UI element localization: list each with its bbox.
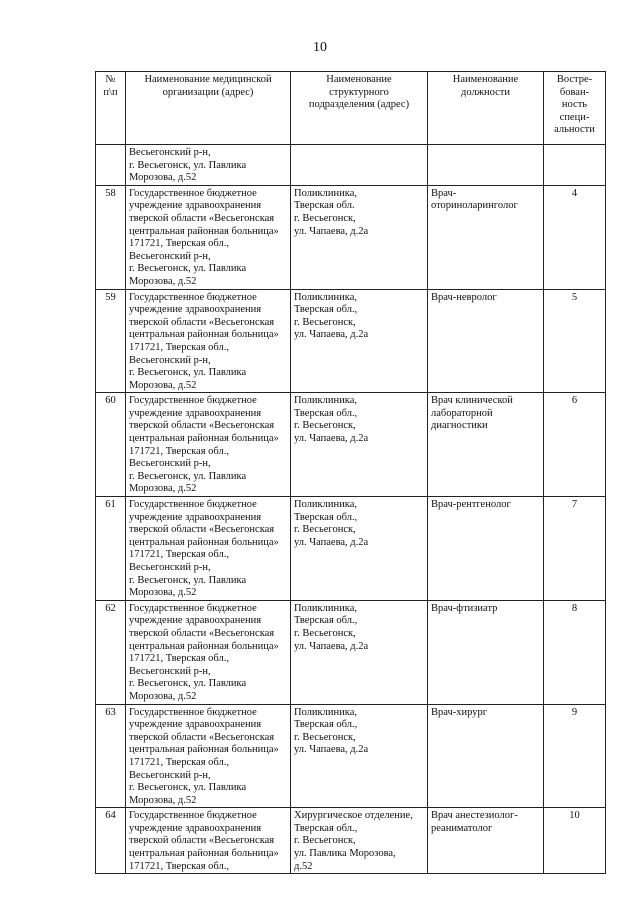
table-row bbox=[96, 393, 606, 497]
organization-cell: Государственное бюджетное учреждение здравоохранения тверской области «Весьегонская центральная районная больница» 171721, Тверская обл., Весьегонский р-н, г. Весьегонск, ул. Павлика Морозова, д.52 bbox=[126, 600, 291, 704]
row-number: 62 bbox=[96, 600, 126, 704]
row-number: 59 bbox=[96, 289, 126, 393]
demand-cell: 7 bbox=[544, 497, 606, 601]
row-number: 58 bbox=[96, 185, 126, 289]
header-position: Наименование должности bbox=[428, 72, 544, 145]
table-row bbox=[96, 145, 606, 186]
row-number: 60 bbox=[96, 393, 126, 497]
position-cell: Врач- оториноларинголог bbox=[428, 185, 544, 289]
department-cell: Поликлиника, Тверская обл. г. Весьегонск, ул. Чапаева, д.2а bbox=[291, 185, 428, 289]
department-cell: Поликлиника, Тверская обл., г. Весьегонск, ул. Чапаева, д.2а bbox=[291, 393, 428, 497]
table-row bbox=[96, 185, 606, 289]
table-row bbox=[96, 600, 606, 704]
table-row bbox=[96, 289, 606, 393]
demand-cell: 8 bbox=[544, 600, 606, 704]
position-cell: Врач-фтизиатр bbox=[428, 600, 544, 704]
row-number: 61 bbox=[96, 497, 126, 601]
header-num: № п\п bbox=[96, 72, 126, 145]
demand-cell: 4 bbox=[544, 185, 606, 289]
department-cell: Хирургическое отделение, Тверская обл., г. Весьегонск, ул. Павлика Морозова, д.52 bbox=[291, 808, 428, 874]
organization-cell: Государственное бюджетное учреждение здравоохранения тверской области «Весьегонская центральная районная больница» 171721, Тверская обл., Весьегонский р-н, г. Весьегонск, ул. Павлика Морозова, д.52 bbox=[126, 393, 291, 497]
position-cell bbox=[428, 145, 544, 186]
department-cell: Поликлиника, Тверская обл., г. Весьегонск, ул. Чапаева, д.2а bbox=[291, 497, 428, 601]
organization-cell: Государственное бюджетное учреждение здравоохранения тверской области «Весьегонская центральная районная больница» 171721, Тверская обл., bbox=[126, 808, 291, 874]
demand-cell: 9 bbox=[544, 704, 606, 808]
table-row bbox=[96, 808, 606, 874]
table-row bbox=[96, 704, 606, 808]
position-cell: Врач-рентгенолог bbox=[428, 497, 544, 601]
row-number: 63 bbox=[96, 704, 126, 808]
row-number bbox=[96, 145, 126, 186]
table-row bbox=[96, 497, 606, 601]
position-cell: Врач-хирург bbox=[428, 704, 544, 808]
organization-cell: Государственное бюджетное учреждение здравоохранения тверской области «Весьегонская центральная районная больница» 171721, Тверская обл., Весьегонский р-н, г. Весьегонск, ул. Павлика Морозова, д.52 bbox=[126, 704, 291, 808]
demand-cell: 5 bbox=[544, 289, 606, 393]
header-organization: Наименование медицинской организации (адрес) bbox=[126, 72, 291, 145]
row-number: 64 bbox=[96, 808, 126, 874]
department-cell: Поликлиника, Тверская обл., г. Весьегонск, ул. Чапаева, д.2а bbox=[291, 600, 428, 704]
position-cell: Врач клинической лабораторной диагностики bbox=[428, 393, 544, 497]
table-header-row bbox=[96, 72, 606, 145]
department-cell bbox=[291, 145, 428, 186]
demand-cell: 10 bbox=[544, 808, 606, 874]
organization-cell: Весьегонский р-н, г. Весьегонск, ул. Павлика Морозова, д.52 bbox=[126, 145, 291, 186]
organization-cell: Государственное бюджетное учреждение здравоохранения тверской области «Весьегонская центральная районная больница» 171721, Тверская обл., Весьегонский р-н, г. Весьегонск, ул. Павлика Морозова, д.52 bbox=[126, 185, 291, 289]
page-number: 10 bbox=[313, 40, 327, 55]
header-demand: Востре- бован- ность специ- альности bbox=[544, 72, 606, 145]
header-department: Наименование структурного подразделения (адрес) bbox=[291, 72, 428, 145]
organization-cell: Государственное бюджетное учреждение здравоохранения тверской области «Весьегонская центральная районная больница» 171721, Тверская обл., Весьегонский р-н, г. Весьегонск, ул. Павлика Морозова, д.52 bbox=[126, 289, 291, 393]
organization-cell: Государственное бюджетное учреждение здравоохранения тверской области «Весьегонская центральная районная больница» 171721, Тверская обл., Весьегонский р-н, г. Весьегонск, ул. Павлика Морозова, д.52 bbox=[126, 497, 291, 601]
position-cell: Врач-невролог bbox=[428, 289, 544, 393]
department-cell: Поликлиника, Тверская обл., г. Весьегонск, ул. Чапаева, д.2а bbox=[291, 289, 428, 393]
demand-cell bbox=[544, 145, 606, 186]
vacancy-table bbox=[95, 71, 606, 874]
demand-cell: 6 bbox=[544, 393, 606, 497]
position-cell: Врач анестезиолог- реаниматолог bbox=[428, 808, 544, 874]
department-cell: Поликлиника, Тверская обл., г. Весьегонск, ул. Чапаева, д.2а bbox=[291, 704, 428, 808]
